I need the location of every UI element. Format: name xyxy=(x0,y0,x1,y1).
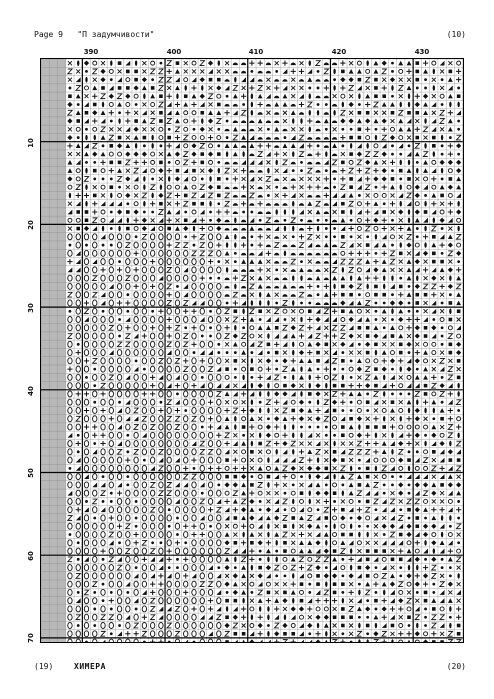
footer-right-number: (20) xyxy=(446,662,466,671)
column-label: 420 xyxy=(331,48,347,56)
column-label: 410 xyxy=(248,48,264,56)
cross-stitch-pattern-grid xyxy=(40,58,464,643)
row-label: 60 xyxy=(27,551,35,561)
pattern-symbols xyxy=(41,59,464,643)
row-label: 20 xyxy=(27,220,35,230)
row-number-ruler xyxy=(0,0,40,699)
row-label: 70 xyxy=(27,633,35,643)
column-label: 430 xyxy=(414,48,430,56)
footer-left-number: (19) xyxy=(34,662,54,671)
row-label: 10 xyxy=(27,138,35,148)
brand-name: ХИМЕРА xyxy=(74,662,106,671)
pattern-title: "П задумчивости" xyxy=(77,30,155,39)
page-label: Page 9 xyxy=(34,30,63,39)
row-label: 40 xyxy=(27,386,35,396)
page-number: (10) xyxy=(446,30,466,39)
row-label: 30 xyxy=(27,303,35,313)
column-number-ruler xyxy=(0,48,494,58)
column-label: 400 xyxy=(166,48,182,56)
page-header xyxy=(34,30,466,42)
page-footer xyxy=(34,662,466,674)
row-label: 50 xyxy=(27,468,35,478)
column-label: 390 xyxy=(83,48,99,56)
